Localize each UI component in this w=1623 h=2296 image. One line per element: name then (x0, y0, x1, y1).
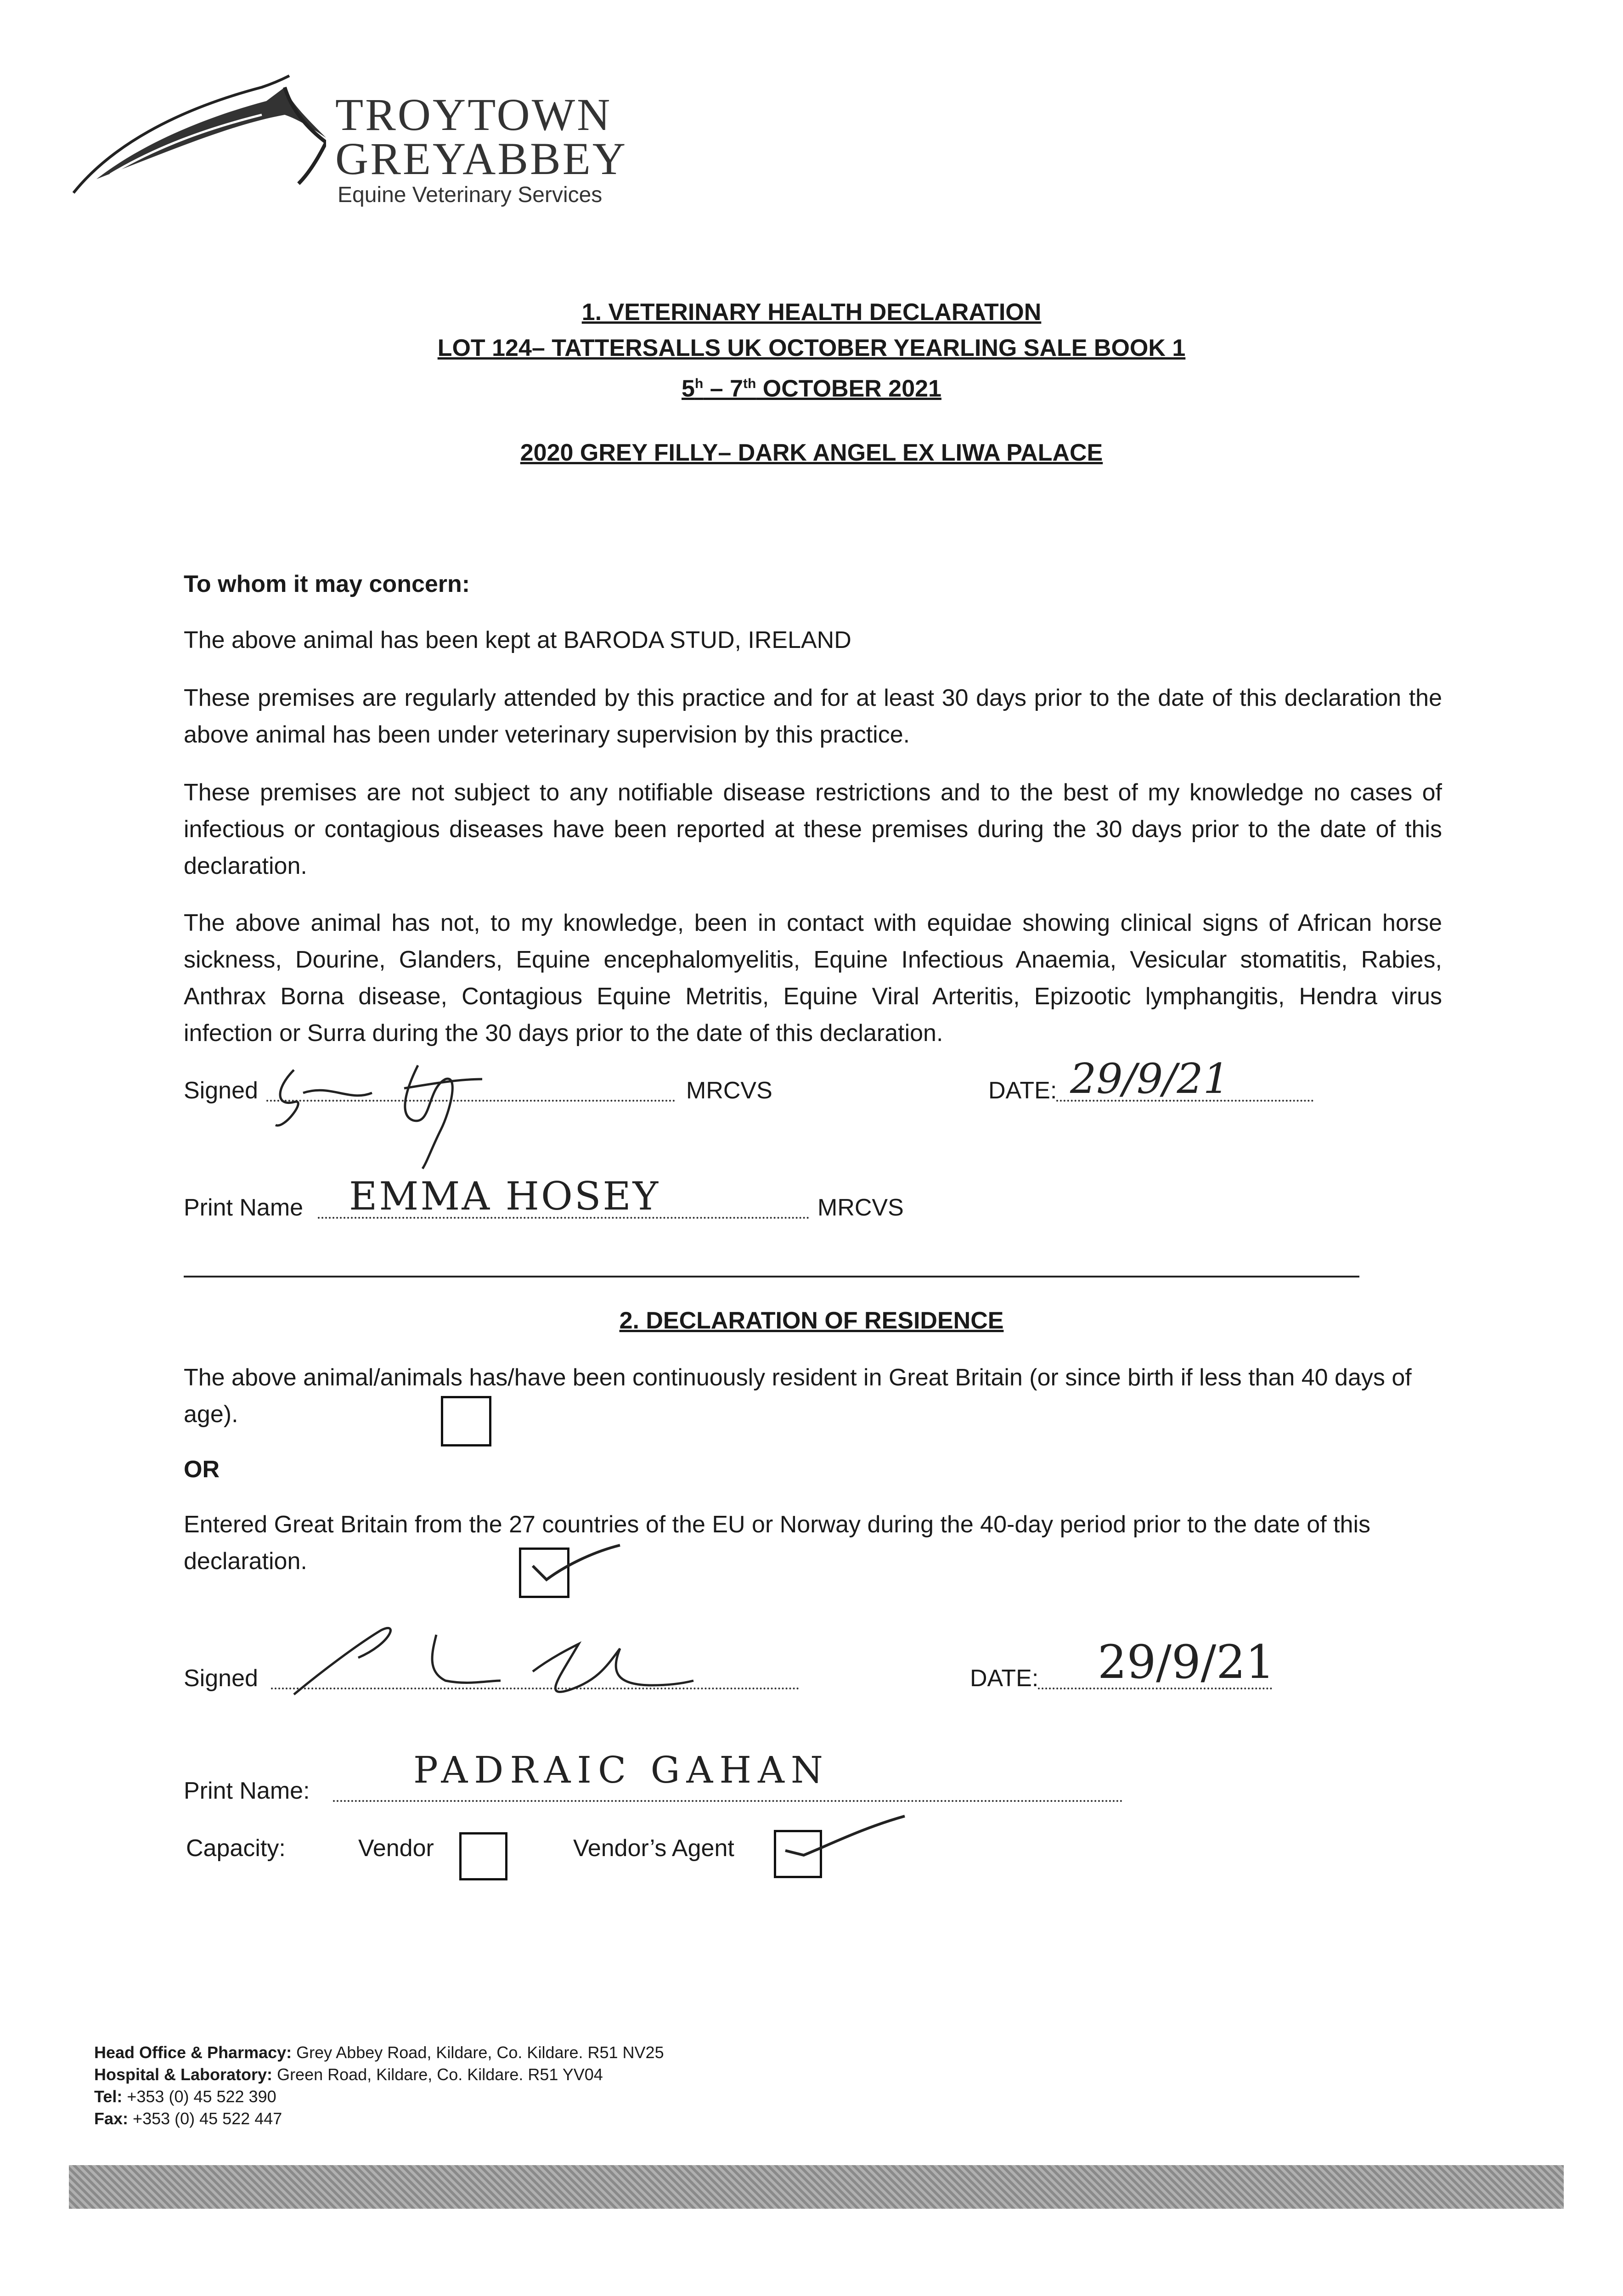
vendor-checkbox[interactable] (459, 1832, 507, 1880)
residence-option2: Entered Great Britain from the 27 countries of the EU or Norway during the 40-day period prior to the date of this declaration. (184, 1511, 1371, 1575)
vendor-label: Vendor (358, 1835, 434, 1862)
greeting: To whom it may concern: (184, 571, 470, 597)
title-line1: 1. VETERINARY HEALTH DECLARATION (581, 299, 1042, 326)
capacity-label: Capacity: (186, 1835, 286, 1862)
title-line2: LOT 124– TATTERSALLS UK OCTOBER YEARLING SALE BOOK 1 (437, 335, 1186, 361)
footer-hospital (94, 2065, 603, 2085)
residence-option1: The above animal/animals has/have been continuously resident in Great Britain (or since birth if less than 40 days of age). (184, 1364, 1412, 1428)
vendor-agent-label: Vendor’s Agent (573, 1835, 734, 1862)
title-day1: 5 (682, 375, 695, 402)
agent-print-name-line (333, 1800, 1123, 1802)
title-line3 (0, 366, 1623, 407)
footer-head-office-value: Grey Abbey Road, Kildare, Co. Kildare. R51 NV25 (296, 2043, 664, 2062)
footer-fax-value: +353 (0) 45 522 447 (133, 2109, 282, 2128)
vet-print-mrcvs-label: MRCVS (817, 1194, 904, 1221)
vet-date-label: DATE: (988, 1077, 1057, 1104)
letterhead-name-line1: TROYTOWN (335, 89, 612, 140)
residence-heading: 2. DECLARATION OF RESIDENCE (619, 1307, 1004, 1334)
footer-hospital-label: Hospital & Laboratory: (94, 2065, 273, 2084)
title-sep: – 7 (703, 375, 743, 402)
vet-signature (266, 1052, 524, 1171)
paragraph-premises: These premises are not subject to any notifiable disease restrictions and to the best of my knowledge no cases of infectious or contagious diseases have been reported at these premises during the 30 days prior to the date of this declaration. (184, 779, 1442, 879)
paragraph-diseases: The above animal has not, to my knowledge, been in contact with equidae showing clinical signs of African horse sickness, Dourine, Glanders, Equine encephalomyelitis, Equine Infectious Anaemia, Vesicular stomatitis, Rabies, Anthrax Borna disease, Contagious Equine Metritis, Equine Viral Arteritis, Epizootic lymphangitis, Hendra virus infection or Surra during the 30 days prior to the date of this declaration. (184, 910, 1442, 1047)
horse-head-logo (69, 69, 326, 207)
letterhead-subtitle: Equine Veterinary Services (338, 183, 603, 207)
footer-head-office (94, 2043, 664, 2063)
footer-fax-label: Fax: (94, 2109, 129, 2128)
footer-tel (94, 2087, 276, 2107)
title-sup2: th (743, 376, 756, 391)
paragraph-supervision: These premises are regularly attended by this practice and for at least 30 days prior to the date of this declaration the above animal has been under veterinary supervision by this practice. (184, 685, 1442, 748)
vet-mrcvs-label: MRCVS (686, 1077, 772, 1104)
vendor-agent-check-mark (776, 1809, 909, 1874)
agent-date-label: DATE: (970, 1665, 1039, 1692)
vet-signed-label: Signed (184, 1077, 258, 1104)
footer-fax (94, 2109, 282, 2129)
vet-print-name-value: EMMA HOSEY (349, 1174, 660, 1219)
footer-head-office-label: Head Office & Pharmacy: (94, 2043, 292, 2062)
vet-date-value: 29/9/21 (1070, 1055, 1229, 1103)
option1-checkbox[interactable] (441, 1396, 491, 1446)
paragraph-kept-at: The above animal has been kept at BARODA STUD, IRELAND (184, 627, 851, 653)
agent-signature (285, 1616, 698, 1708)
footer-hospital-value: Green Road, Kildare, Co. Kildare. R51 YV04 (277, 2065, 603, 2084)
title-rest: OCTOBER 2021 (756, 375, 941, 402)
letterhead-name-line2: GREYABBEY (335, 133, 628, 184)
agent-date-value: 29/9/21 (1098, 1635, 1275, 1689)
title-sup1: h (694, 376, 704, 391)
section-divider (184, 1276, 1359, 1277)
title-subject: 2020 GREY FILLY– DARK ANGEL EX LIWA PALACE (520, 439, 1103, 466)
option2-check-mark (524, 1534, 625, 1593)
vet-print-name-label: Print Name (184, 1194, 304, 1221)
footer-tel-value: +353 (0) 45 522 390 (127, 2087, 276, 2106)
footer-bar (69, 2165, 1564, 2209)
agent-signed-label: Signed (184, 1665, 258, 1692)
agent-print-name-value: PADRAIC GAHAN (413, 1749, 829, 1791)
agent-print-name-label: Print Name: (184, 1778, 310, 1804)
or-label: OR (184, 1456, 220, 1483)
footer-tel-label: Tel: (94, 2087, 123, 2106)
